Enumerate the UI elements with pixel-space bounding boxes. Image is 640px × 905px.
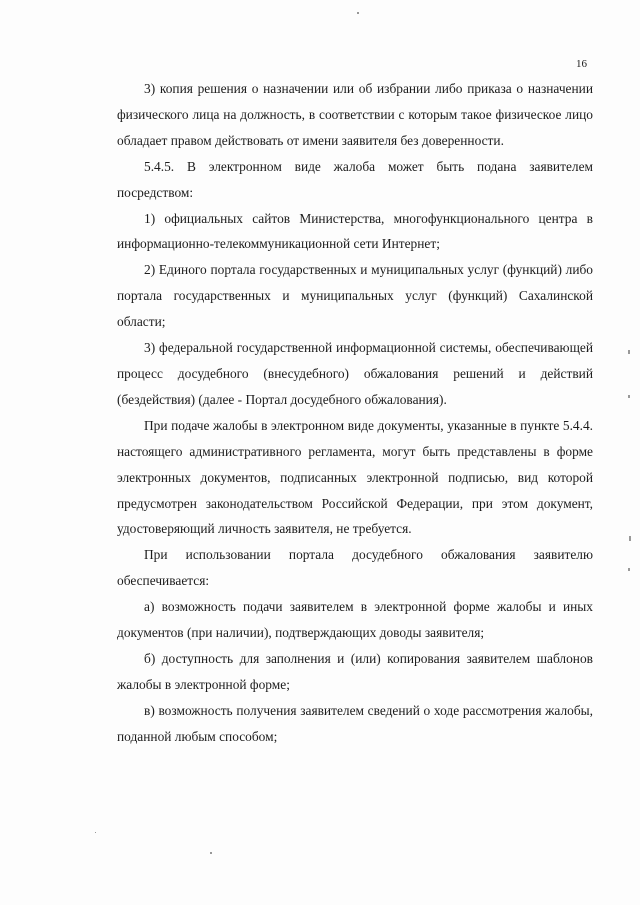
scan-margin-mark xyxy=(628,395,630,398)
scan-margin-mark xyxy=(629,536,631,541)
scan-speck xyxy=(95,832,96,833)
page-number: 16 xyxy=(576,58,587,70)
paragraph-portal-provides: При использовании портала досудебного обжалования заявителю обеспечивается: xyxy=(117,547,593,589)
paragraph-official-sites: 1) официальных сайтов Министерства, многофункционального центра в информационно-телекоммуникационной сети Интернет; xyxy=(117,210,593,252)
paragraph-copy-of-decision: 3) копия решения о назначении или об избрании либо приказа о назначении физического лица на должность, в соответствии с которым такое физическое лицо обладает правом действовать от имени заявителя без доверенности. xyxy=(117,81,593,148)
scan-speck xyxy=(210,852,212,854)
scan-margin-mark xyxy=(628,568,630,571)
paragraph-item-b: б) доступность для заполнения и (или) копирования заявителем шаблонов жалобы в электронной форме; xyxy=(117,650,593,692)
paragraph-item-a: а) возможность подачи заявителем в электронной форме жалобы и иных документов (при наличии), подтверждающих доводы заявителя; xyxy=(117,599,593,641)
scan-speck xyxy=(357,12,359,14)
scan-margin-mark xyxy=(628,350,630,354)
paragraph-electronic-documents: При подаче жалобы в электронном виде документы, указанные в пункте 5.4.4. настоящего административного регламента, могут быть представлены в форме электронных документов, подписанных электронной подписью, вид которой предусмотрен законодательством Российской Федерации, при этом документ, удостоверяющий личность заявителя, не требуется. xyxy=(117,417,593,537)
paragraph-item-v: в) возможность получения заявителем сведений о ходе рассмотрения жалобы, поданной любым способом; xyxy=(117,702,593,744)
paragraph-federal-system: 3) федеральной государственной информационной системы, обеспечивающей процесс досудебного (внесудебного) обжалования решений и действий (бездействия) (далее - Портал досудебного обжалования). xyxy=(117,340,593,407)
paragraph-5-4-5: 5.4.5. В электронном виде жалоба может быть подана заявителем посредством: xyxy=(117,158,593,200)
document-body xyxy=(117,76,593,750)
paragraph-unified-portal: 2) Единого портала государственных и муниципальных услуг (функций) либо портала государственных и муниципальных услуг (функций) Сахалинской области; xyxy=(117,262,593,330)
